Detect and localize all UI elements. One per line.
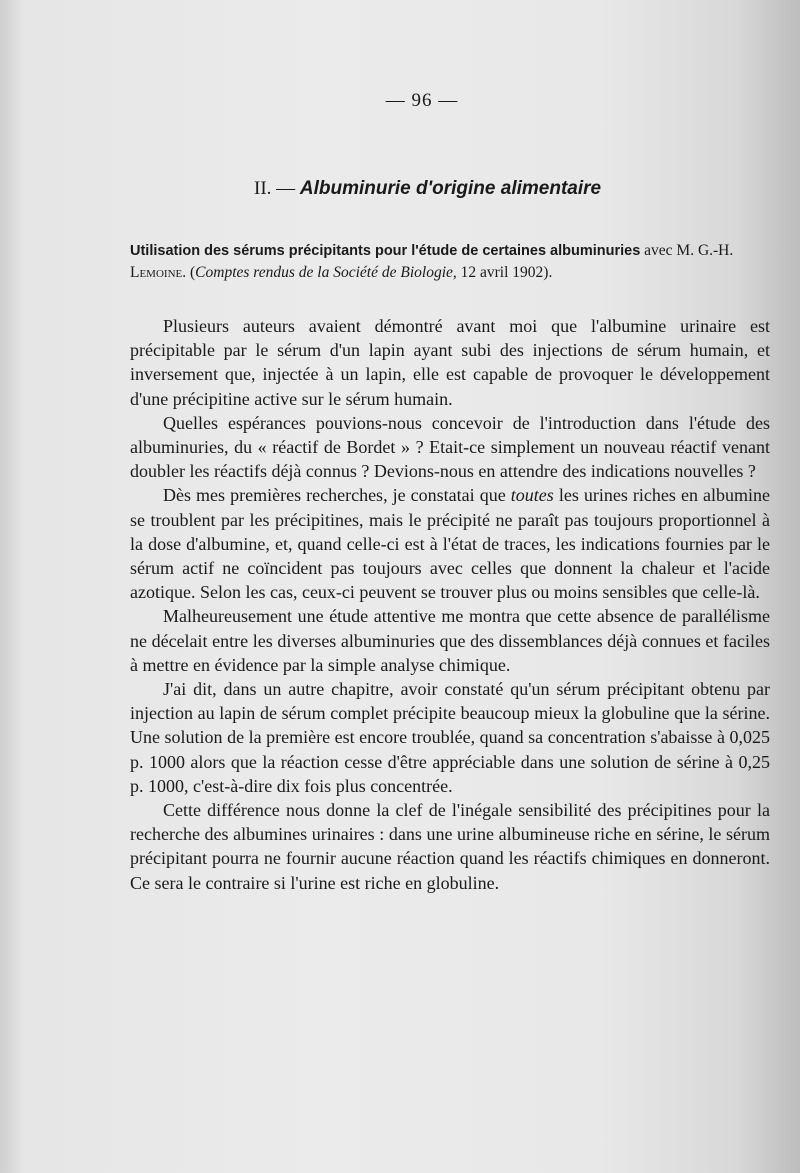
paragraph-3-end: les urines riches en albumine se troublent par les précipitines, mais le précipité ne paraît pas toujours proportionnel à la dose d'albumine, et, quand celle-ci est à l'état de traces, les indications fournies par le sérum actif ne coïncident pas toujours avec celles que donnent la chaleur et l'acide azotique. Selon les cas, ceux-ci peuvent se trouver plus ou moins sensibles que celle-là. xyxy=(130,485,770,603)
chapter-heading xyxy=(254,178,601,200)
publication-reference xyxy=(130,240,770,284)
body-text xyxy=(130,314,770,895)
chapter-numeral: II. — xyxy=(254,178,300,199)
paragraph-1: Plusieurs auteurs avaient démontré avant moi que l'albumine urinaire est précipitable par le sérum d'un lapin ayant subi des injections de sérum humain, et inversement que, injectée à un lapin, elle est capable de provoquer le développement d'une précipitine active sur le sérum humain. xyxy=(130,316,770,409)
paragraph-2: Quelles espérances pouvions-nous concevoir de l'introduction dans l'étude des albuminuries, du « réactif de Bordet » ? Etait-ce simplement un nouveau réactif venant doubler les réactifs déjà connus ? Devions-nous en attendre des indications nouvelles ? xyxy=(130,412,770,482)
paragraph-3-emphasis: toutes xyxy=(510,485,554,506)
chapter-title: Albuminurie d'origine alimentaire xyxy=(299,178,602,199)
paragraph-4: Malheureusement une étude attentive me montra que cette absence de parallélisme ne décelait entre les diverses albuminuries que des dissemblances déjà connues et faciles à mettre en évidence par la simple analyse chimique. xyxy=(130,606,770,675)
paragraph-3 xyxy=(130,483,770,604)
reference-title: Utilisation des sérums précipitants pour l'étude de certaines albuminuries xyxy=(130,243,641,259)
paragraph-5: J'ai dit, dans un autre chapitre, avoir constaté qu'un sérum précipitant obtenu par injection au lapin de sérum complet précipite beaucoup mieux la globuline que la sérine. Une solution de la première est encore troublée, quand sa concentration s'abaisse à 0,025 p. 1000 alors que la réaction cesse d'être appréciable dans une solution de sérine à 0,25 p. 1000, c'est-à-dire dix fois plus concentrée. xyxy=(130,679,770,796)
page-number: — 96 — xyxy=(385,90,459,111)
reference-separator: . ( xyxy=(182,264,196,281)
paragraph-3-start: Dès mes premières recherches, je constatai que xyxy=(163,485,511,506)
paragraph-6: Cette différence nous donne la clef de l'inégale sensibilité des précipitines pour la recherche des albumines urinaires : dans une urine albumineuse riche en sérine, le sérum précipitant pourra ne fournir aucune réaction quand les réactifs chimiques en donneront. Ce sera le contraire si l'urine est riche en globuline. xyxy=(130,800,770,893)
reference-coauthor: Lemoine xyxy=(130,264,183,281)
reference-with: avec M. G.-H. xyxy=(640,242,734,259)
reference-source: Comptes rendus de la Société de Biologie xyxy=(195,264,453,281)
reference-date: , 12 avril 1902). xyxy=(452,264,553,281)
